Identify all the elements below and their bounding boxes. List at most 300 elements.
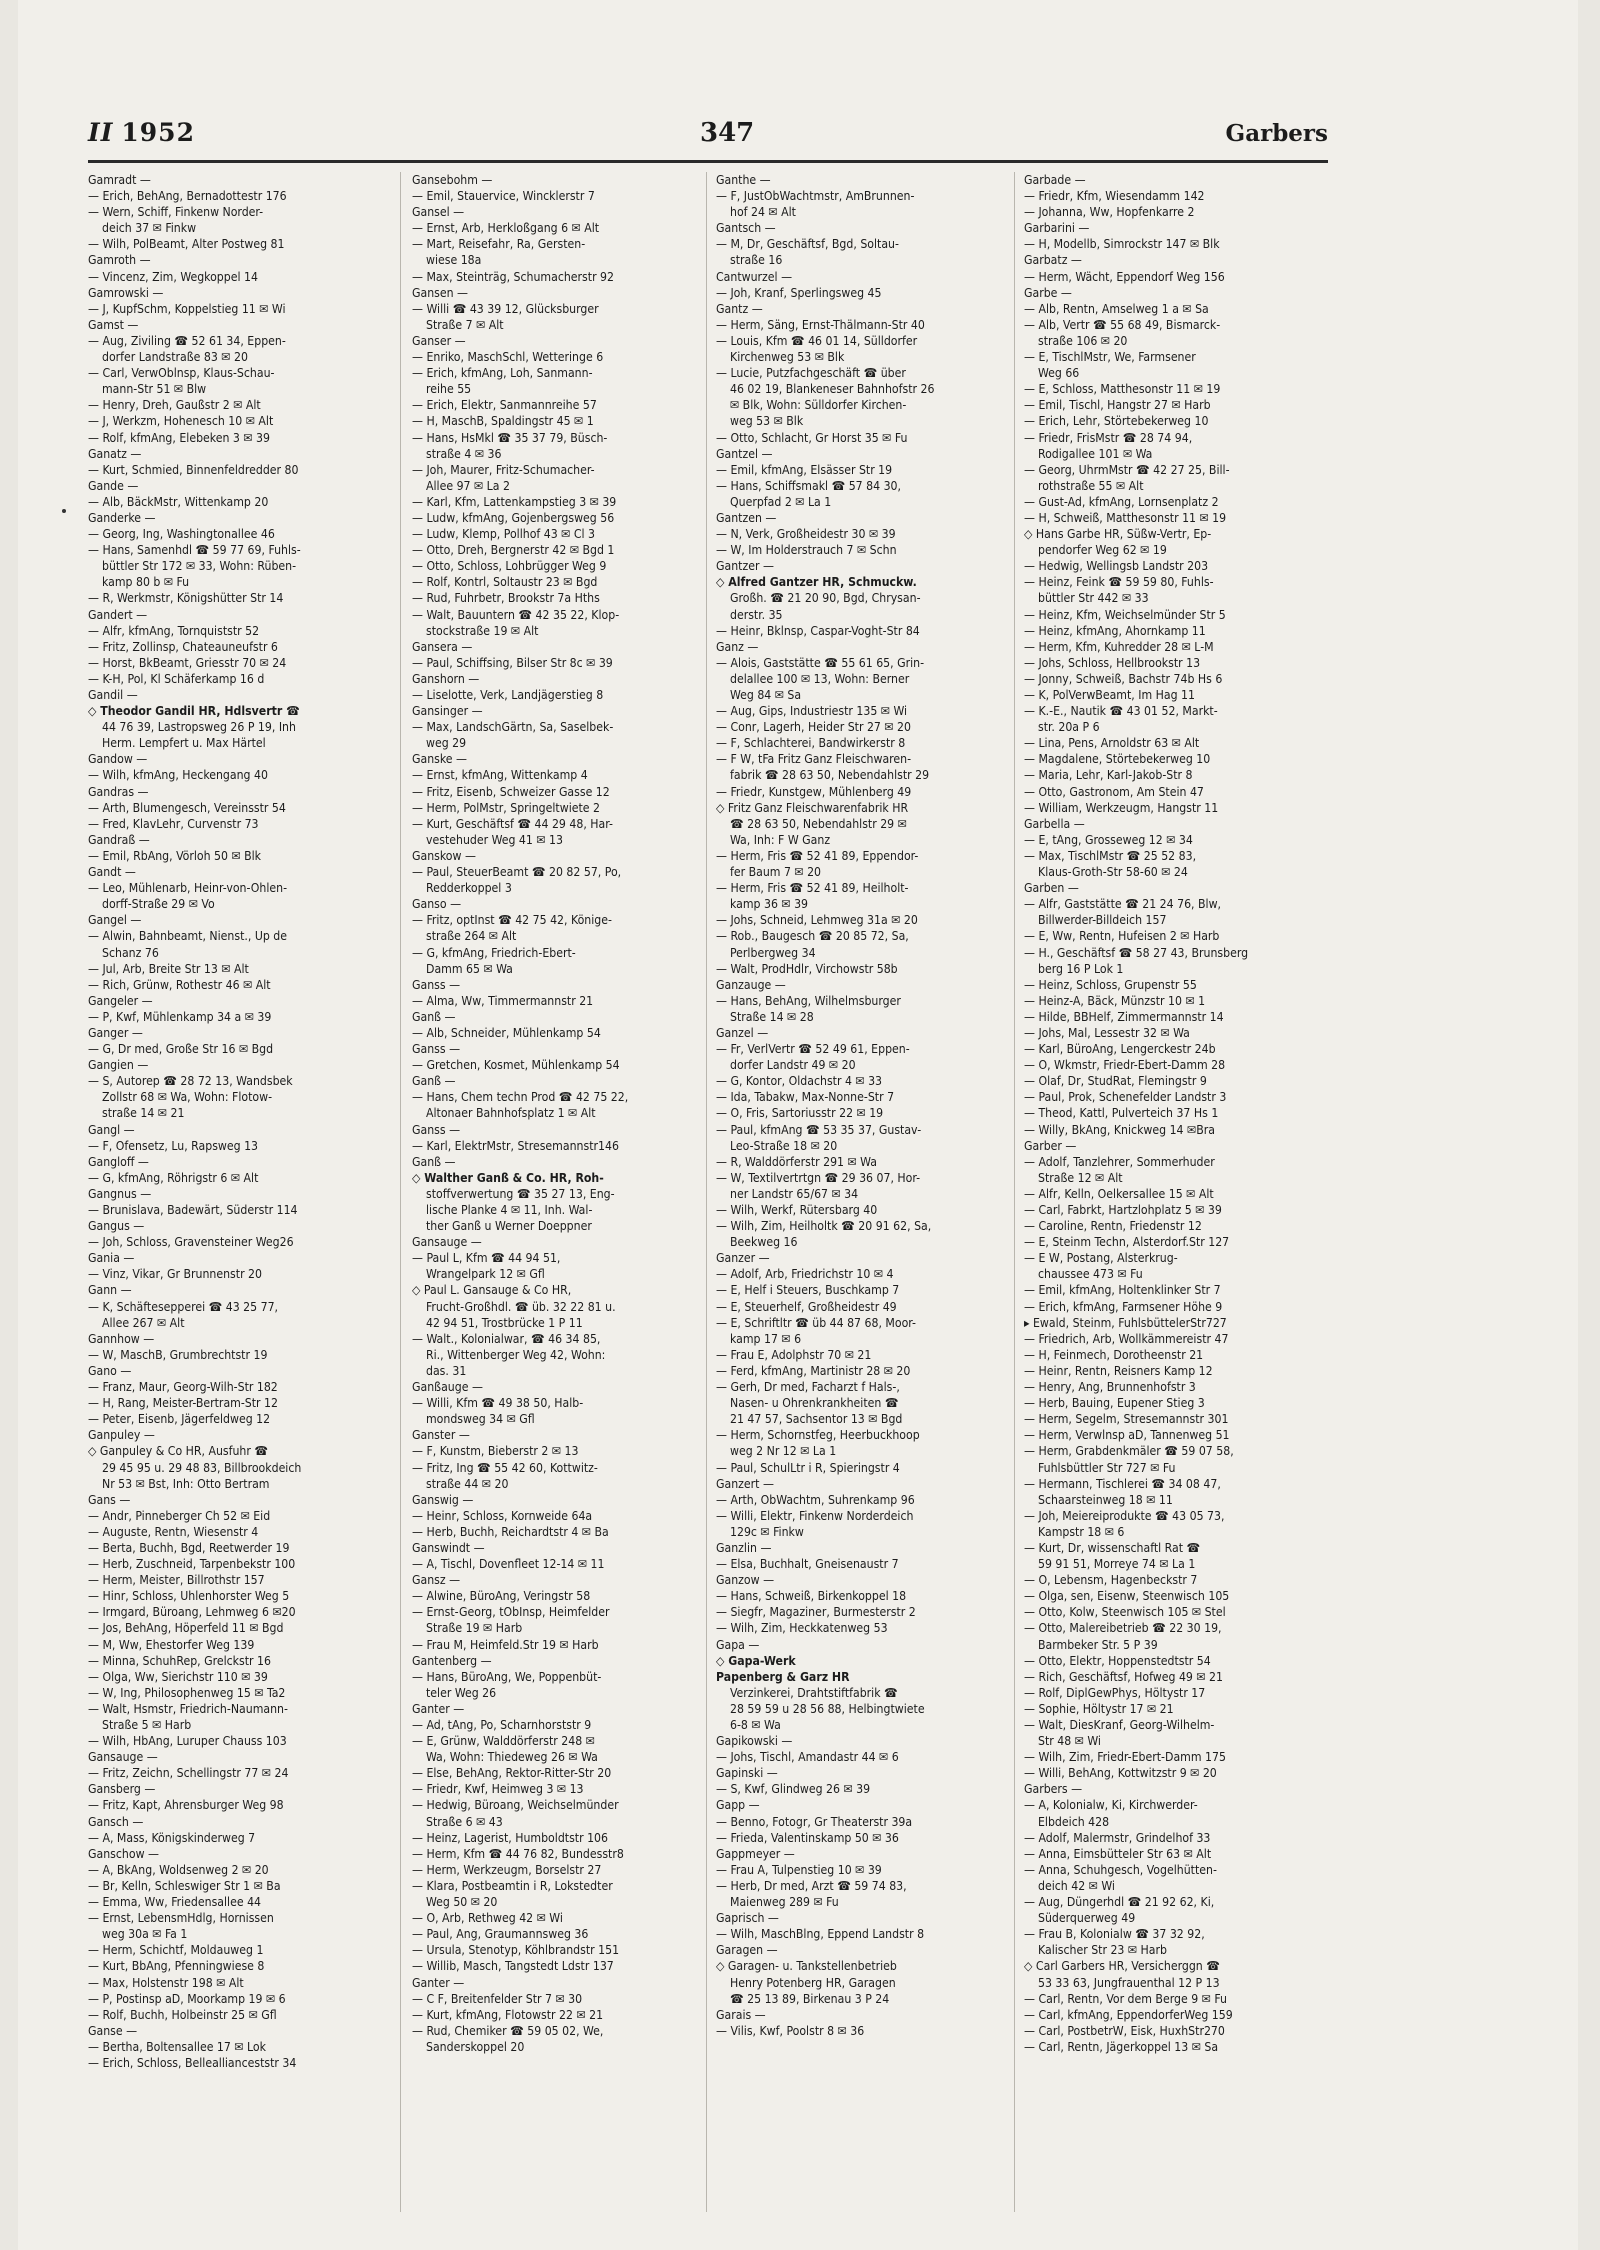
entry-line: — O, Wkmstr, Friedr-Ebert-Damm 28	[1024, 1058, 1226, 1073]
entry-line: — Ferd, kfmAng, Martinistr 28 ✉ 20	[716, 1363, 911, 1378]
surname-heading: Gamrowski —	[88, 285, 164, 300]
entry-line: — Herb, Zuschneid, Tarpenbekstr 100	[88, 1557, 296, 1572]
entry-line: — Br, Kelln, Schleswiger Str 1 ✉ Ba	[88, 1878, 281, 1893]
entry-line: — Hans, BehAng, Wilhelmsburger	[716, 993, 901, 1008]
entry-line: — Auguste, Rentn, Wiesenstr 4	[88, 1524, 259, 1539]
entry-line: — Erich, Elektr, Sanmannreihe 57	[412, 398, 597, 413]
entry-line: — J, Werkzm, Hohenesch 10 ✉ Alt	[88, 414, 274, 429]
entry-line: — Friedr, Kfm, Wiesendamm 142	[1024, 189, 1205, 204]
business-entry: ◇ Gapa-Werk	[716, 1653, 796, 1668]
entry-line: — Bertha, Boltensallee 17 ✉ Lok	[88, 2039, 266, 2054]
entry-continuation: Nr 53 ✉ Bst, Inh: Otto Bertram	[102, 1476, 270, 1491]
surname-heading: Gandert —	[88, 607, 148, 622]
entry-continuation: straße 264 ✉ Alt	[426, 929, 517, 944]
entry-line: — Kurt, kfmAng, Flotowstr 22 ✉ 21	[412, 2007, 604, 2022]
surname-heading: Ganzlin —	[716, 1540, 772, 1555]
entry-continuation: hof 24 ✉ Alt	[730, 205, 796, 220]
entry-line: — Emma, Ww, Friedensallee 44	[88, 1895, 262, 1910]
surname-heading: Garagen —	[716, 1943, 778, 1958]
entry-line: — Johs, Schloss, Hellbrookstr 13	[1024, 655, 1201, 670]
directory-page	[18, 0, 1578, 2250]
entry-continuation: weg 53 ✉ Blk	[730, 414, 804, 429]
surname-heading: Gapp —	[716, 1798, 760, 1813]
entry-continuation: reihe 55	[426, 382, 472, 397]
surname-heading: Gandras —	[88, 784, 149, 799]
entry-continuation: 29 45 95 u. 29 48 83, Billbrookdeich	[102, 1460, 302, 1475]
entry-line: — Willi, Kfm ☎ 49 38 50, Halb-	[412, 1396, 584, 1411]
entry-line: — Joh, Kranf, Sperlingsweg 45	[716, 285, 882, 300]
entry-line: — Paul, Schiffsing, Bilser Str 8c ✉ 39	[412, 655, 613, 670]
entry-line: — Alb, Rentn, Amselweg 1 a ✉ Sa	[1024, 301, 1209, 316]
surname-heading: Gann —	[88, 1283, 132, 1298]
surname-heading: Ganter —	[412, 1975, 465, 1990]
entry-line: — Carl, Rentn, Vor dem Berge 9 ✉ Fu	[1024, 1991, 1227, 2006]
entry-line: — Heinr, Schloss, Kornweide 64a	[412, 1508, 593, 1523]
entry-continuation: Str 48 ✉ Wi	[1038, 1734, 1101, 1749]
entry-line: — Berta, Buchh, Bgd, Reetwerder 19	[88, 1540, 290, 1555]
surname-heading: Gandt —	[88, 865, 136, 880]
entry-line: — W, Im Holderstrauch 7 ✉ Schn	[716, 543, 897, 558]
entry-line: — Frau B, Kolonialw ☎ 37 32 92,	[1024, 1927, 1205, 1942]
surname-heading: Ganswig —	[412, 1492, 474, 1507]
entry-line: — Gretchen, Kosmet, Mühlenkamp 54	[412, 1058, 620, 1073]
surname-heading: Gande —	[88, 478, 139, 493]
surname-heading: Garber —	[1024, 1138, 1077, 1153]
entry-line: — Max, TischlMstr ☎ 25 52 83,	[1024, 848, 1197, 863]
surname-heading: Gannhow —	[88, 1331, 155, 1346]
entry-line: — Adolf, Malermstr, Grindelhof 33	[1024, 1830, 1211, 1845]
entry-line: — E, tAng, Grosseweg 12 ✉ 34	[1024, 832, 1193, 847]
entry-line: — Friedr, Kwf, Heimweg 3 ✉ 13	[412, 1782, 584, 1797]
entry-line: — Otto, Gastronom, Am Stein 47	[1024, 784, 1204, 799]
entry-line: — Hedwig, Wellingsb Landstr 203	[1024, 559, 1209, 574]
entry-line: — Leo, Mühlenarb, Heinr-von-Ohlen-	[88, 881, 288, 896]
surname-heading: Gantzel —	[716, 446, 773, 461]
directory-column-4	[1024, 172, 1328, 2212]
entry-line: — P, Kwf, Mühlenkamp 34 a ✉ 39	[88, 1009, 272, 1024]
entry-continuation: Straße 6 ✉ 43	[426, 1814, 503, 1829]
entry-line: — Heinz, kfmAng, Ahornkamp 11	[1024, 623, 1206, 638]
entry-continuation: mann-Str 51 ✉ Blw	[102, 382, 207, 397]
entry-line: — H, Schweiß, Matthesonstr 11 ✉ 19	[1024, 510, 1227, 525]
entry-line: — Heinr, Rentn, Reisners Kamp 12	[1024, 1363, 1213, 1378]
entry-continuation: das. 31	[426, 1363, 467, 1378]
entry-line: — Emil, kfmAng, Holtenklinker Str 7	[1024, 1283, 1221, 1298]
entry-line: — Herm, PolMstr, Springeltwiete 2	[412, 800, 600, 815]
entry-line: — Herm, Werkzeugm, Borselstr 27	[412, 1862, 602, 1877]
surname-heading: Garbatz —	[1024, 253, 1082, 268]
entry-continuation: dorfer Landstraße 83 ✉ 20	[102, 350, 248, 365]
surname-heading: Ganser —	[412, 333, 466, 348]
entry-line: — Otto, Schlacht, Gr Horst 35 ✉ Fu	[716, 430, 908, 445]
entry-line: — Brunislava, Badewärt, Süderstr 114	[88, 1203, 298, 1217]
entry-line: — E, Steinm Techn, Alsterdorf.Str 127	[1024, 1235, 1230, 1250]
entry-line: — Ernst, LebensmHdlg, Hornissen	[88, 1911, 274, 1926]
entry-line: — Erich, Schloss, Belleallianceststr 34	[88, 2055, 297, 2070]
entry-line: — Willib, Masch, Tangstedt Ldstr 137	[412, 1959, 614, 1974]
entry-line: — Walt, ProdHdlr, Virchowstr 58b	[716, 961, 898, 976]
entry-line: — Heinz, Kfm, Weichselmünder Str 5	[1024, 607, 1226, 622]
entry-continuation: straße 4 ✉ 36	[426, 446, 502, 461]
column-divider	[400, 172, 401, 2212]
entry-continuation: Beekweg 16	[730, 1235, 798, 1250]
entry-continuation: ✉ Blk, Wohn: Sülldorfer Kirchen-	[730, 398, 907, 413]
surname-heading: Gansera —	[412, 639, 473, 654]
entry-line: — E W, Postang, Alsterkrug-	[1024, 1251, 1178, 1266]
entry-continuation: büttler Str 442 ✉ 33	[1038, 591, 1149, 606]
entry-line: — A, Mass, Königskinderweg 7	[88, 1830, 256, 1845]
entry-continuation: Weg 66	[1038, 366, 1080, 381]
entry-line: — Alwin, Bahnbeamt, Nienst., Up de	[88, 929, 288, 944]
surname-heading: Gangus —	[88, 1219, 145, 1234]
entry-continuation: Perlbergweg 34	[730, 945, 816, 960]
surname-heading: Gangien —	[88, 1058, 149, 1073]
surname-heading: Ganzer —	[716, 1251, 770, 1266]
surname-heading: Gansauge —	[412, 1235, 482, 1250]
entry-line: — Max, LandschGärtn, Sa, Saselbek-	[412, 720, 614, 735]
entry-line: — P, Postinsp aD, Moorkamp 19 ✉ 6	[88, 1991, 286, 2006]
entry-line: — Carl, Fabrkt, Hartzlohplatz 5 ✉ 39	[1024, 1203, 1222, 1217]
surname-heading: Ganter —	[412, 1701, 465, 1716]
entry-line: — Max, Steinträg, Schumacherstr 92	[412, 269, 614, 284]
entry-line: — Paul, Ang, Graumannsweg 36	[412, 1927, 589, 1942]
entry-line: — Fritz, Kapt, Ahrensburger Weg 98	[88, 1798, 284, 1813]
entry-line: — Herm, Verwlnsp aD, Tannenweg 51	[1024, 1428, 1230, 1443]
entry-line: — Vinz, Vikar, Gr Brunnenstr 20	[88, 1267, 262, 1282]
entry-continuation: Zollstr 68 ✉ Wa, Wohn: Flotow-	[102, 1090, 273, 1105]
entry-line: — Wern, Schiff, Finkenw Norder-	[88, 205, 264, 220]
entry-continuation: Querpfad 2 ✉ La 1	[730, 494, 832, 509]
entry-line: — Karl, Kfm, Lattenkampstieg 3 ✉ 39	[412, 494, 617, 509]
entry-line: — Hilde, BBHelf, Zimmermannstr 14	[1024, 1009, 1224, 1024]
entry-line: — Irmgard, Büroang, Lehmweg 6 ✉20	[88, 1605, 296, 1620]
entry-line: — W, MaschB, Grumbrechtstr 19	[88, 1347, 268, 1362]
entry-line: — Magdalene, Störtebekerweg 10	[1024, 752, 1211, 767]
entry-line: — Paul, SteuerBeamt ☎ 20 82 57, Po,	[412, 865, 622, 880]
entry-line: — Carl, PostbetrW, Eisk, HuxhStr270	[1024, 2023, 1225, 2038]
entry-line: — S, Autorep ☎ 28 72 13, Wandsbek	[88, 1074, 293, 1089]
surname-heading: Ganss —	[412, 977, 461, 992]
entry-continuation: weg 30a ✉ Fa 1	[102, 1927, 188, 1942]
entry-continuation: Redderkoppel 3	[426, 881, 512, 896]
entry-line: — Johs, Mal, Lessestr 32 ✉ Wa	[1024, 1025, 1190, 1040]
entry-line: — Hinr, Schloss, Uhlenhorster Weg 5	[88, 1589, 290, 1604]
entry-line: — G, Kontor, Oldachstr 4 ✉ 33	[716, 1074, 883, 1089]
entry-line: — Paul L, Kfm ☎ 44 94 51,	[412, 1251, 561, 1266]
entry-line: — S, Kwf, Glindweg 26 ✉ 39	[716, 1782, 871, 1797]
entry-line: — Rolf, Kontrl, Soltaustr 23 ✉ Bgd	[412, 575, 598, 590]
page-header	[88, 118, 1328, 158]
entry-continuation: 28 59 59 u 28 56 88, Helbingtwiete	[730, 1701, 925, 1716]
entry-line: — Joh, Meiereiprodukte ☎ 43 05 73,	[1024, 1508, 1225, 1523]
entry-line: — Hans, HsMkl ☎ 35 37 79, Büsch-	[412, 430, 608, 445]
entry-line: — Carl, Rentn, Jägerkoppel 13 ✉ Sa	[1024, 2039, 1219, 2054]
surname-heading: Ganßauge —	[412, 1380, 483, 1395]
entry-line: — Wilh, kfmAng, Heckengang 40	[88, 768, 268, 783]
surname-heading: Ganderke —	[88, 510, 156, 525]
entry-line: — Willy, BkAng, Knickweg 14 ✉Bra	[1024, 1122, 1215, 1137]
entry-line: — Friedr, Kunstgew, Mühlenberg 49	[716, 784, 912, 799]
entry-line: — Theod, Kattl, Pulverteich 37 Hs 1	[1024, 1106, 1219, 1121]
entry-continuation: Maienweg 289 ✉ Fu	[730, 1895, 839, 1910]
entry-line: — Joh, Maurer, Fritz-Schumacher-	[412, 462, 595, 477]
entry-line: ▸ Ewald, Steinm, FuhlsbüttelerStr727	[1024, 1315, 1227, 1330]
entry-line: — Anna, Schuhgesch, Vogelhütten-	[1024, 1862, 1217, 1877]
entry-line: — Fritz, Zollinsp, Chateauneufstr 6	[88, 639, 278, 654]
entry-line: — A, BkAng, Woldsenweg 2 ✉ 20	[88, 1862, 269, 1877]
entry-line: — Friedrich, Arb, Wollkämmereistr 47	[1024, 1331, 1229, 1346]
entry-line: — F, Schlachterei, Bandwirkerstr 8	[716, 736, 906, 751]
surname-heading: Ganske —	[412, 752, 467, 767]
entry-continuation: Schanz 76	[102, 945, 159, 960]
entry-line: — Wilh, Zim, Heckkatenweg 53	[716, 1621, 888, 1636]
entry-line: — E, Helf i Steuers, Buschkamp 7	[716, 1283, 900, 1298]
entry-line: — Heinz-A, Bäck, Münzstr 10 ✉ 1	[1024, 993, 1206, 1008]
entry-continuation: Weg 50 ✉ 20	[426, 1895, 498, 1910]
volume-and-year	[88, 118, 195, 147]
surname-heading: Ganzel —	[716, 1025, 769, 1040]
entry-line: — F, Ofensetz, Lu, Rapsweg 13	[88, 1138, 259, 1153]
entry-line: — Alois, Gaststätte ☎ 55 61 65, Grin-	[716, 655, 925, 670]
entry-continuation: ther Ganß u Werner Doeppner	[426, 1219, 592, 1234]
surname-heading: Gansch —	[88, 1814, 144, 1829]
entry-line: — Henry, Ang, Brunnenhofstr 3	[1024, 1380, 1196, 1395]
entry-line: — Siegfr, Magaziner, Burmesterstr 2	[716, 1605, 916, 1620]
entry-line: — Rich, Grünw, Rothestr 46 ✉ Alt	[88, 977, 271, 992]
entry-line: — Paul, Prok, Schenefelder Landstr 3	[1024, 1090, 1227, 1105]
surname-heading: Gans —	[88, 1492, 131, 1507]
surname-heading: Ganss —	[412, 1122, 461, 1137]
surname-heading: Ganthe —	[716, 173, 771, 187]
entry-continuation: Wa, Wohn: Thiedeweg 26 ✉ Wa	[426, 1750, 598, 1765]
entry-line: — E, Ww, Rentn, Hufeisen 2 ✉ Harb	[1024, 929, 1220, 944]
entry-line: — F, Kunstm, Bieberstr 2 ✉ 13	[412, 1444, 579, 1459]
entry-line: — Olaf, Dr, StudRat, Flemingstr 9	[1024, 1074, 1207, 1089]
business-entry: ◇ Alfred Gantzer HR, Schmuckw.	[716, 575, 917, 590]
entry-line: — Alfr, Gaststätte ☎ 21 24 76, Blw,	[1024, 897, 1222, 912]
surname-heading: Gangl —	[88, 1122, 135, 1137]
entry-line: — Alb, BäckMstr, Wittenkamp 20	[88, 494, 269, 509]
entry-line: — Conr, Lagerh, Heider Str 27 ✉ 20	[716, 720, 912, 735]
entry-line: ◇ Fritz Ganz Fleischwarenfabrik HR	[716, 800, 909, 815]
directory-column-2	[412, 172, 716, 2212]
entry-line: ◇ Ganpuley & Co HR, Ausfuhr ☎	[88, 1444, 269, 1459]
surname-heading: Gamroth —	[88, 253, 151, 268]
entry-continuation: 42 94 51, Trostbrücke 1 P 11	[426, 1315, 583, 1330]
entry-line: — Aug, Gips, Industriestr 135 ✉ Wi	[716, 704, 908, 719]
surname-heading: Gantsch —	[716, 221, 776, 236]
entry-line: — Paul, kfmAng ☎ 53 35 37, Gustav-	[716, 1122, 922, 1137]
entry-continuation: kamp 80 b ✉ Fu	[102, 575, 190, 590]
entry-continuation: Elbdeich 428	[1038, 1814, 1110, 1829]
entry-continuation: Nasen- u Ohrenkrankheiten ☎	[730, 1396, 899, 1411]
entry-line: — Minna, SchuhRep, Grelckstr 16	[88, 1653, 271, 1668]
entry-line: — Lucie, Putzfachgeschäft ☎ über	[716, 366, 906, 381]
entry-line: — A, Tischl, Dovenfleet 12-14 ✉ 11	[412, 1557, 605, 1572]
entry-line: — Lina, Pens, Arnoldstr 63 ✉ Alt	[1024, 736, 1200, 751]
entry-line: — Herb, Buchh, Reichardtstr 4 ✉ Ba	[412, 1524, 609, 1539]
entry-line: — K, PolVerwBeamt, Im Hag 11	[1024, 688, 1195, 702]
surname-heading: Gangeler —	[88, 993, 153, 1008]
entry-line: — Fritz, Ing ☎ 55 42 60, Kottwitz-	[412, 1460, 598, 1475]
entry-continuation: derstr. 35	[730, 607, 783, 622]
surname-heading: Gamst —	[88, 317, 139, 332]
surname-heading: Gansz —	[412, 1573, 461, 1588]
entry-line: — A, Kolonialw, Ki, Kirchwerder-	[1024, 1798, 1198, 1813]
entry-continuation: Frucht-Großhdl. ☎ üb. 32 22 81 u.	[426, 1299, 616, 1314]
entry-line: — R, Werkmstr, Königshütter Str 14	[88, 591, 284, 606]
entry-line: — Max, Holstenstr 198 ✉ Alt	[88, 1975, 244, 1990]
surname-heading: Garais —	[716, 2007, 766, 2022]
entry-continuation: Kalischer Str 23 ✉ Harb	[1038, 1943, 1167, 1958]
entry-line: — Hans, Samenhdl ☎ 59 77 69, Fuhls-	[88, 543, 301, 558]
entry-line: — Ernst-Georg, tObInsp, Heimfelder	[412, 1605, 610, 1620]
column-divider	[1014, 172, 1015, 2212]
entry-line: — William, Werkzeugm, Hangstr 11	[1024, 800, 1219, 815]
surname-heading: Gandow —	[88, 752, 148, 767]
entry-line: — Arth, ObWachtm, Suhrenkamp 96	[716, 1492, 915, 1507]
directory-column-3	[716, 172, 1020, 2212]
surname-heading: Gandraß —	[88, 832, 150, 847]
entry-line: — R, Walddörferstr 291 ✉ Wa	[716, 1154, 877, 1169]
entry-line: — Walt, Bauuntern ☎ 42 35 22, Klop-	[412, 607, 620, 622]
surname-heading: Cantwurzel —	[716, 269, 793, 284]
surname-heading: Garbe —	[1024, 285, 1072, 300]
surname-heading: Gansen —	[412, 285, 469, 300]
entry-line: — F, JustObWachtmstr, AmBrunnen-	[716, 189, 915, 204]
entry-continuation: wiese 18a	[426, 253, 482, 268]
entry-line: — Fritz, optInst ☎ 42 75 42, Könige-	[412, 913, 612, 928]
surname-heading: Ganse —	[88, 2023, 138, 2038]
entry-continuation: berg 16 P Lok 1	[1038, 961, 1124, 976]
entry-line: — Wilh, HbAng, Luruper Chauss 103	[88, 1734, 287, 1749]
entry-continuation: büttler Str 172 ✉ 33, Wohn: Rüben-	[102, 559, 297, 574]
entry-continuation: straße 106 ✉ 20	[1038, 333, 1128, 348]
entry-line: — G, Dr med, Große Str 16 ✉ Bgd	[88, 1042, 274, 1057]
entry-line: — G, kfmAng, Röhrigstr 6 ✉ Alt	[88, 1170, 259, 1185]
surname-heading: Gania —	[88, 1251, 135, 1266]
entry-line: — Heinz, Lagerist, Humboldtstr 106	[412, 1830, 608, 1845]
entry-line: — Ursula, Stenotyp, Köhlbrandstr 151	[412, 1943, 620, 1958]
entry-line: ◇ Hans Garbe HR, Süßw-Vertr, Ep-	[1024, 527, 1212, 542]
entry-line: — Wilh, Zim, Heilholtk ☎ 20 91 62, Sa,	[716, 1219, 932, 1234]
margin-mark	[62, 509, 66, 513]
surname-heading: Gantz —	[716, 301, 763, 316]
entry-line: — Ernst, kfmAng, Wittenkamp 4	[412, 768, 588, 783]
entry-line: — E, Grünw, Walddörferstr 248 ✉	[412, 1734, 595, 1749]
entry-line: — Vincenz, Zim, Wegkoppel 14	[88, 269, 258, 284]
surname-heading: Ganschow —	[88, 1846, 159, 1861]
surname-heading: Gapikowski —	[716, 1734, 793, 1749]
surname-heading: Gansinger —	[412, 704, 483, 719]
entry-line: — Alwine, BüroAng, Veringstr 58	[412, 1589, 591, 1604]
entry-continuation: Allee 97 ✉ La 2	[426, 478, 510, 493]
entry-continuation: Großh. ☎ 21 20 90, Bgd, Chrysan-	[730, 591, 921, 606]
entry-continuation: deich 37 ✉ Finkw	[102, 221, 197, 236]
entry-continuation: Fuhlsbüttler Str 727 ✉ Fu	[1038, 1460, 1176, 1475]
surname-heading: Gandil —	[88, 688, 138, 702]
entry-line: — Erich, kfmAng, Loh, Sanmann-	[412, 366, 593, 381]
entry-line: — Alfr, Kelln, Oelkersallee 15 ✉ Alt	[1024, 1186, 1214, 1201]
entry-line: — Anna, Eimsbütteler Str 63 ✉ Alt	[1024, 1846, 1212, 1861]
entry-line: — Jos, BehAng, Höperfeld 11 ✉ Bgd	[88, 1621, 284, 1636]
entry-continuation: Klaus-Groth-Str 58-60 ✉ 24	[1038, 865, 1188, 880]
surname-heading: Gangel —	[88, 913, 142, 928]
entry-line: — Horst, BkBeamt, Griesstr 70 ✉ 24	[88, 655, 287, 670]
entry-continuation: 129c ✉ Finkw	[730, 1524, 804, 1539]
entry-continuation: chaussee 473 ✉ Fu	[1038, 1267, 1143, 1282]
surname-heading: Gano —	[88, 1363, 132, 1378]
entry-line: — Herm, Kfm ☎ 44 76 82, Bundesstr8	[412, 1846, 624, 1861]
entry-continuation: ☎ 25 13 89, Birkenau 3 P 24	[730, 1991, 890, 2006]
entry-line: — Alfr, kfmAng, Tornquiststr 52	[88, 623, 260, 638]
entry-line: — Herb, Dr med, Arzt ☎ 59 74 83,	[716, 1878, 907, 1893]
surname-heading: Garbers —	[1024, 1782, 1083, 1797]
entry-line: — Rob., Baugesch ☎ 20 85 72, Sa,	[716, 929, 909, 944]
entry-continuation: Straße 14 ✉ 28	[730, 1009, 814, 1024]
entry-continuation: Altonaer Bahnhofsplatz 1 ✉ Alt	[426, 1106, 596, 1121]
entry-line: — Johs, Tischl, Amandastr 44 ✉ 6	[716, 1750, 899, 1765]
entry-line: — Hermann, Tischlerei ☎ 34 08 47,	[1024, 1476, 1221, 1491]
entry-line: — Elsa, Buchhalt, Gneisenaustr 7	[716, 1557, 899, 1572]
entry-line: — Carl, VerwOblnsp, Klaus-Schau-	[88, 366, 275, 381]
entry-line: — Herm, Schichtf, Moldauweg 1	[88, 1943, 264, 1958]
entry-line: — Enriko, MaschSchl, Wetteringe 6	[412, 350, 604, 365]
entry-line: — Maria, Lehr, Karl-Jakob-Str 8	[1024, 768, 1193, 783]
entry-line: — Joh, Schloss, Gravensteiner Weg26	[88, 1235, 294, 1250]
entry-line: — N, Verk, Großheidestr 30 ✉ 39	[716, 527, 896, 542]
entry-continuation: straße 14 ✉ 21	[102, 1106, 185, 1121]
entry-continuation: 44 76 39, Lastropsweg 26 P 19, Inh	[102, 720, 296, 735]
entry-line: — Otto, Malereibetrieb ☎ 22 30 19,	[1024, 1621, 1222, 1636]
entry-line: — Georg, UhrmMstr ☎ 42 27 25, Bill-	[1024, 462, 1230, 477]
entry-line: — Karl, ElektrMstr, Stresemannstr146	[412, 1138, 619, 1153]
surname-heading: Garben —	[1024, 881, 1079, 896]
entry-line: — Willi, Elektr, Finkenw Norderdeich	[716, 1508, 914, 1523]
entry-line: — Aug, Düngerhdl ☎ 21 92 62, Ki,	[1024, 1895, 1215, 1910]
entry-line: ◇ Garagen- u. Tankstellenbetrieb	[716, 1959, 897, 1974]
entry-line: — Friedr, FrisMstr ☎ 28 74 94,	[1024, 430, 1193, 445]
entry-continuation: vestehuder Weg 41 ✉ 13	[426, 832, 563, 847]
entry-continuation: Verzinkerei, Drahtstiftfabrik ☎	[730, 1685, 898, 1700]
surname-heading: Garbarini —	[1024, 221, 1090, 236]
entry-line: — Johanna, Ww, Hopfenkarre 2	[1024, 205, 1195, 220]
column-divider	[706, 172, 707, 2212]
entry-line: — Adolf, Tanzlehrer, Sommerhuder	[1024, 1154, 1215, 1169]
entry-continuation: Sanderskoppel 20	[426, 2039, 525, 2054]
entry-continuation: Damm 65 ✉ Wa	[426, 961, 513, 976]
entry-line: — Sophie, Höltystr 17 ✉ 21	[1024, 1701, 1174, 1716]
surname-heading: Gapinski —	[716, 1766, 778, 1781]
entry-line: — Jonny, Schweiß, Bachstr 74b Hs 6	[1024, 671, 1223, 686]
entry-continuation: mondsweg 34 ✉ Gfl	[426, 1412, 535, 1427]
entry-line: — Carl, kfmAng, EppendorferWeg 159	[1024, 2007, 1233, 2022]
entry-line: — K.-E., Nautik ☎ 43 01 52, Markt-	[1024, 704, 1218, 719]
entry-line: — Willi, BehAng, Kottwitzstr 9 ✉ 20	[1024, 1766, 1217, 1781]
entry-line: — Olga, sen, Eisenw, Steenwisch 105	[1024, 1589, 1230, 1604]
entry-line: — Rud, Chemiker ☎ 59 05 02, We,	[412, 2023, 604, 2038]
entry-continuation: Kampstr 18 ✉ 6	[1038, 1524, 1125, 1539]
entry-continuation: Henry Potenberg HR, Garagen	[730, 1975, 896, 1990]
entry-continuation: pendorfer Weg 62 ✉ 19	[1038, 543, 1167, 558]
entry-line: — Frau M, Heimfeld.Str 19 ✉ Harb	[412, 1637, 599, 1652]
entry-continuation: Rodigallee 101 ✉ Wa	[1038, 446, 1153, 461]
entry-line: — Emil, kfmAng, Elsässer Str 19	[716, 462, 893, 477]
entry-continuation: teler Weg 26	[426, 1685, 497, 1700]
entry-line: — Herm, Wächt, Eppendorf Weg 156	[1024, 269, 1225, 284]
entry-line: — Walt, Hsmstr, Friedrich-Naumann-	[88, 1701, 288, 1716]
entry-line: — Otto, Kolw, Steenwisch 105 ✉ Stel	[1024, 1605, 1226, 1620]
